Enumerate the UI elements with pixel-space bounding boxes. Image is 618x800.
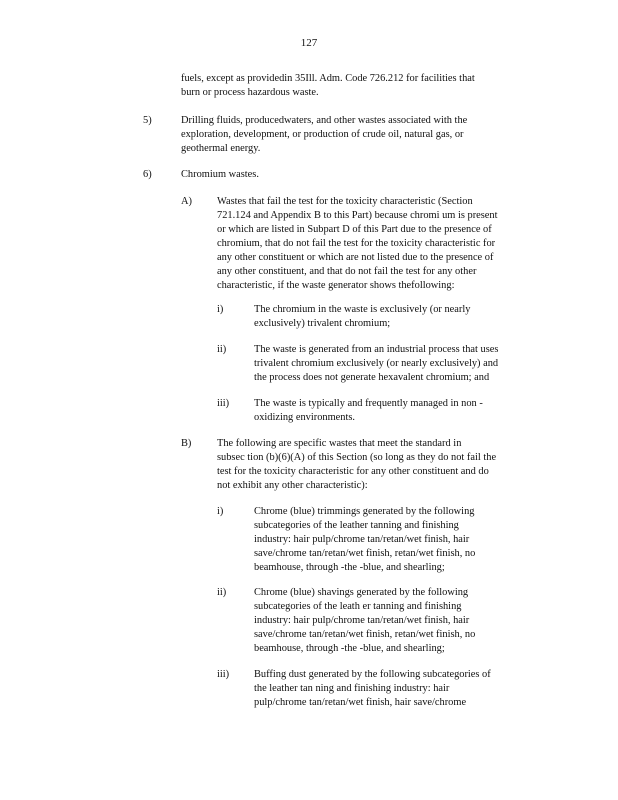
text-line: test for the toxicity characteristic for any other constituent and do [217,466,489,477]
text-line: exploration, development, or production of crude oil, natural gas, or [181,129,464,140]
text-line: trivalent chromium exclusively (or nearly exclusively) and [254,358,499,369]
text-line: any other constituent, and that do not fail the test for any other [217,266,477,277]
item-6b-label: B) [181,438,192,449]
text-line: Wastes that fail the test for the toxicity characteristic (Section [217,196,473,207]
item-6a-iii-paragraph [254,397,534,425]
item-6a-ii-paragraph [254,343,534,385]
text-line: fuels, except as providedin 35Ill. Adm. Code 726.212 for facilities that [181,73,475,84]
item-6b-paragraph [217,437,537,493]
text-line: the process does not generate hexavalent chromium; and [254,372,490,383]
text-line: beamhouse, through -the -blue, and shearling; [254,643,445,654]
text-line: or which are listed in Subpart D of this Part due to the presence of [217,224,492,235]
item-6a-label: A) [181,196,192,207]
text-line: oxidizing environments. [254,412,356,423]
text-line: industry: hair pulp/chrome tan/retan/wet finish, hair [254,534,470,545]
item-6b-iii-number: iii) [217,669,230,680]
item-6-number: 6) [143,169,152,180]
text-line: subsec tion (b)(6)(A) of this Section (so long as they do not fail the [217,452,497,463]
item-6a-i-paragraph [254,303,534,331]
text-line: geothermal energy. [181,143,261,154]
text-line: characteristic, if the waste generator shows thefollowing: [217,280,455,291]
text-line: The waste is typically and frequently managed in non - [254,398,483,409]
item-6a-ii-number: ii) [217,344,227,355]
item-6a-paragraph [217,195,537,293]
text-line: Chrome (blue) shavings generated by the following [254,587,469,598]
item-6b-ii-number: ii) [217,587,227,598]
text-line: industry: hair pulp/chrome tan/retan/wet finish, hair [254,615,470,626]
text-line: chromium, that do not fail the test for the toxicity characteristic for [217,238,496,249]
text-line: burn or process hazardous waste. [181,87,319,98]
item-6a-iii-number: iii) [217,398,230,409]
continuation-paragraph [181,72,521,100]
text-line: not exhibit any other characteristic): [217,480,368,491]
text-line: The waste is generated from an industrial process that uses [254,344,499,355]
text-line: Drilling fluids, producedwaters, and other wastes associated with the [181,115,468,126]
text-line: save/chrome tan/retan/wet finish, retan/wet finish, no [254,548,476,559]
text-line: The chromium in the waste is exclusively (or nearly [254,304,471,315]
text-line: any other constituent or which are not listed due to the presence of [217,252,494,263]
item-5-paragraph [181,114,521,156]
text-line: The following are specific wastes that meet the standard in [217,438,462,449]
text-line: exclusively) trivalent chromium; [254,318,391,329]
item-6b-ii-paragraph [254,586,514,656]
item-6b-iii-paragraph [254,668,534,710]
text-line: the leather tan ning and finishing industry: hair [254,683,450,694]
text-line: beamhouse, through -the -blue, and shearling; [254,562,445,573]
text-line: subcategories of the leath er tanning and finishing [254,601,462,612]
text-line: Chrome (blue) trimmings generated by the following [254,506,475,517]
item-6-title: Chromium wastes. [181,169,259,180]
text-line: Buffing dust generated by the following subcategories of [254,669,491,680]
text-line: subcategories of the leather tanning and finishing [254,520,459,531]
item-6b-i-number: i) [217,506,224,517]
text-line: save/chrome tan/retan/wet finish, retan/wet finish, no [254,629,476,640]
item-5-number: 5) [143,115,152,126]
text-line: 721.124 and Appendix B to this Part) because chromi um is present [217,210,498,221]
item-6b-i-paragraph [254,505,514,575]
page-number: 127 [300,37,318,49]
text-line: pulp/chrome tan/retan/wet finish, hair save/chrome [254,697,467,708]
item-6a-i-number: i) [217,304,224,315]
